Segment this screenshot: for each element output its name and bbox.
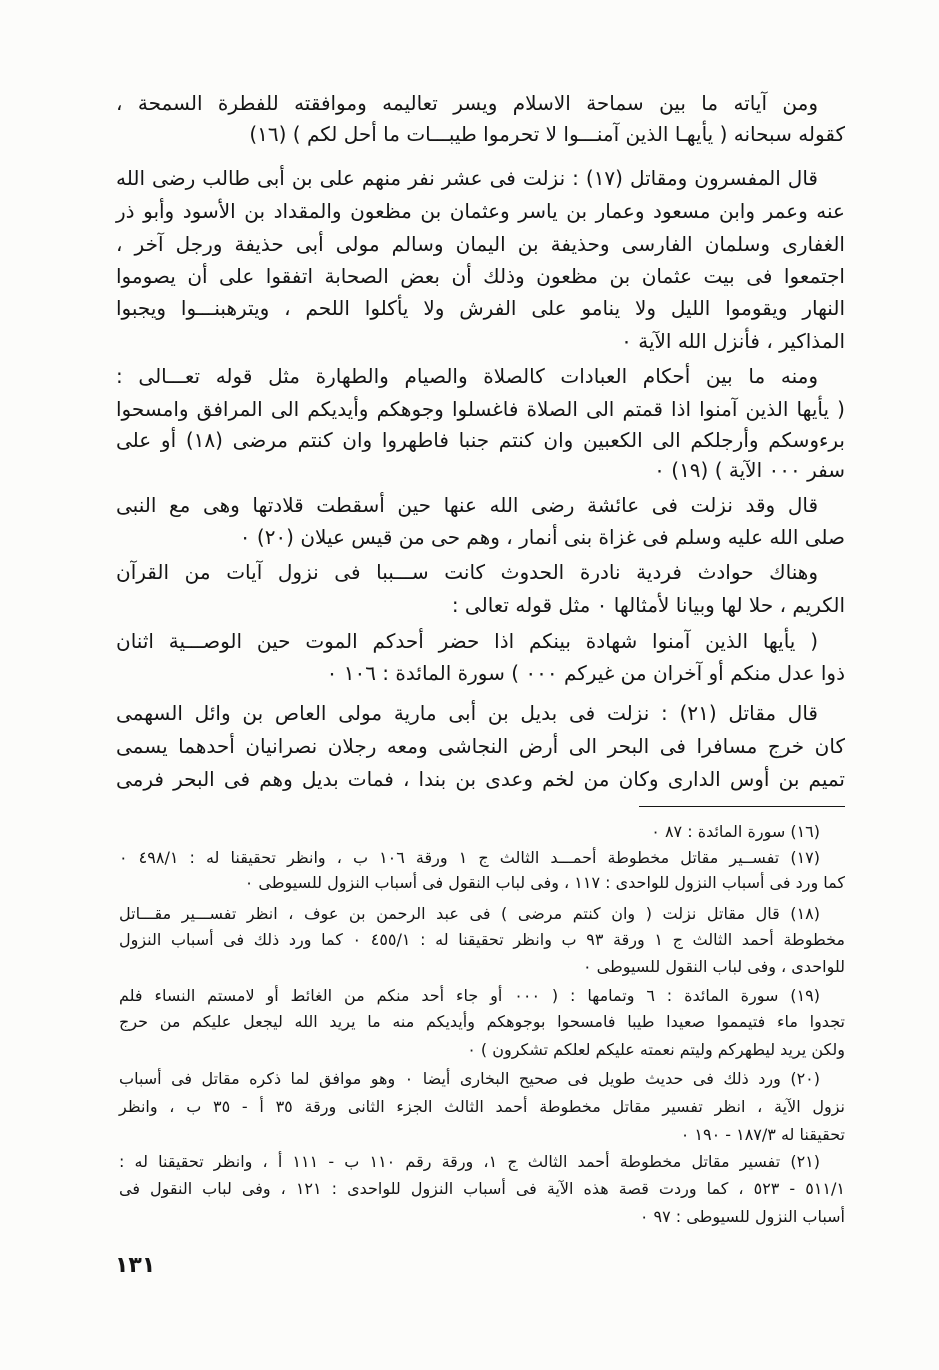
footnote-line: [118, 1094, 845, 1120]
body-text-line: [115, 488, 818, 522]
line-text: كان خرج مسافرا فى البحر الى أرض النجاشى ومعه رجلان نصرانيان أحدهما يسمى: [116, 734, 845, 758]
line-text: ( يأيها الذين آمنوا شهادة بينكم اذا حضر أحدكم الموت حين الوصـــية اثنان: [116, 629, 818, 653]
line-text: ولكن يريد ليطهركم وليتم نعمته عليكم لعلكم تشكرون ) ٠: [467, 1040, 845, 1059]
line-text: عنه وعمر وابن مسعود وعمار بن ياسر وعثمان بن مظعون والمقداد بن الأسود وأبو ذر: [116, 199, 845, 223]
line-text: سفر ٠٠٠ الآية ) (١٩) ٠: [654, 458, 845, 482]
footnote-line: [118, 1204, 845, 1230]
line-text: ذوا عدل منكم أو آخران من غيركم ٠٠٠ ) سورة المائدة : ١٠٦ ٠: [326, 661, 845, 685]
page-number: ١٣١: [115, 1253, 156, 1278]
body-text-line: [115, 392, 845, 426]
body-text-line: [115, 423, 845, 457]
footnote-line: [118, 954, 845, 980]
footnote-line: [118, 1176, 845, 1202]
body-text-line: [115, 624, 818, 658]
line-text: (١٩) سورة المائدة : ٦ وتمامها : ( ٠٠٠ أو جاء أحد منكم من الغائط أو لامستم النساء فلم: [118, 986, 820, 1005]
body-text-line: [115, 555, 818, 589]
line-text: (٢١) تفسير مقاتل مخطوطة أحمد الثالث ج ١، ورقة رقم ١١٠ ب - ١١١ أ ، وانظر تحقيقنا له :: [119, 1152, 820, 1171]
body-text-line: [115, 588, 845, 622]
line-text: اجتمعوا فى بيت عثمان بن مظعون وذلك أن بعض الصحابة اتفقوا على أن يصوموا: [116, 264, 845, 288]
line-text: وهناك حوادث فردية نادرة الحدوث كانت ســـببا فى نزول آيات من القرآن: [116, 560, 818, 584]
body-text-line: [115, 762, 845, 796]
body-text-line: [115, 359, 818, 393]
line-text: ( يأيها الذين آمنوا اذا قمتم الى الصلاة فاغسلوا وجوهكم وأيديكم الى المرافق وامسحوا: [116, 397, 845, 421]
line-text: ٥١١/١ - ٥٢٣ ، كما وردت قصة هذه الآية فى أسباب النزول للواحدى : ١٢١ ، وفى لباب النقول فى: [118, 1179, 845, 1198]
footnote-line: [118, 1009, 845, 1035]
footnote-line: [118, 1066, 820, 1092]
line-text: (٢٠) ورد ذلك فى حديث طويل فى صحيح البخارى أيضا ٠ وهو موافق لما ذكره مقاتل فى أسباب: [119, 1069, 820, 1088]
footnote-line: [118, 1037, 845, 1063]
line-text: للواحدى ، وفى لباب النقول للسيوطى ٠: [582, 957, 845, 976]
body-text-line: [115, 161, 818, 195]
line-text: تحقيقنا له ١٨٧/٣ - ١٩٠ ٠: [680, 1125, 845, 1144]
footnote-line: [118, 1122, 845, 1148]
line-text: صلى الله عليه وسلم فى غزاة بنى أنمار ، وهم حى من قيس عيلان (٢٠) ٠: [239, 525, 845, 549]
body-text-line: [115, 117, 845, 151]
line-text: (١٨) قال مقاتل نزلت ( وان كنتم مرضى ) فى عبد الرحمن بن عوف ، انظر تفســـير مقـــاتل: [119, 904, 820, 923]
footnote-line: [118, 983, 820, 1009]
footnote-line: [118, 870, 845, 896]
body-text-line: [115, 259, 845, 293]
line-text: الكريم ، حلا لها وبيانا لأمثالها ٠ مثل قوله تعالى :: [451, 593, 845, 617]
line-text: أسباب النزول للسيوطى : ٩٧ ٠: [639, 1207, 845, 1226]
body-text-line: [115, 520, 845, 554]
body-text-line: [115, 227, 845, 261]
line-text: برءوسكم وأرجلكم الى الكعبين وان كنتم جنبا فاطهروا وان كنتم مرضى (١٨) أو على: [116, 428, 845, 452]
line-text: المذاكير ، فأنزل الله الآية ٠: [621, 329, 845, 353]
line-text: الغفارى وسلمان الفارسى وحذيفة بن اليمان وسالم مولى أبى حذيفة ورجل آخر ،: [116, 232, 845, 256]
line-text: قال وقد نزلت فى عائشة رضى الله عنها حين أسقطت قلادتها وهى مع النبى: [116, 493, 818, 517]
line-text: ومنه ما بين أحكام العبادات كالصلاة والصيام والطهارة مثل قوله تعـــالى :: [116, 364, 818, 388]
body-text-line: [115, 696, 818, 730]
body-text-line: [115, 453, 845, 487]
footnote-line: [118, 901, 820, 927]
line-text: كقوله سبحانه ( يأيهـا الذين آمنـــوا لا تحرموا طيبـــات ما أحل لكم ) (١٦): [249, 122, 845, 146]
body-text-line: [115, 324, 845, 358]
footnote-separator: [639, 806, 845, 807]
line-text: النهار ويقوموا الليل ولا ينامو على الفرش ولا يأكلوا اللحم ، ويترهبنـــوا ويجبوا: [116, 296, 845, 320]
footnote-line: [118, 845, 820, 871]
line-text: مخطوطة أحمد الثالث ج ١ ورقة ٩٣ ب وانظر تحقيقنا له : ٤٥٥/١ ٠ كما ورد ذلك فى أسباب النزول: [118, 930, 845, 949]
line-text: (١٦) سورة المائدة : ٨٧ ٠: [651, 822, 820, 841]
body-text-line: [115, 86, 818, 120]
line-text: قال المفسرون ومقاتل (١٧) : نزلت فى عشر نفر منهم على بن أبى طالب رضى الله: [116, 166, 818, 190]
line-text: قال مقاتل (٢١) : نزلت فى بديل بن أبى مارية مولى العاص بن وائل السهمى: [115, 701, 818, 725]
line-text: تميم بن أوس الدارى وكان من لخم وعدى بن بندا ، فمات بديل وهم فى البحر فرمى: [116, 767, 845, 791]
line-text: ومن آياته ما بين سماحة الاسلام ويسر تعاليمه وموافقته للفطرة السمحة ،: [116, 91, 818, 115]
line-text: تجدوا ماء فتيمموا صعيدا طيبا فامسحوا بوجوهكم وأيديكم منه ما يريد الله ليجعل عليكم من حرج: [119, 1012, 845, 1031]
line-text: كما ورد فى أسباب النزول للواحدى : ١١٧ ، وفى لباب النقول فى أسباب النزول للسيوطى ٠: [244, 873, 845, 892]
body-text-line: [115, 656, 845, 690]
footnote-line: [118, 819, 820, 845]
footnote-line: [118, 927, 845, 953]
body-text-line: [115, 291, 845, 325]
body-text-line: [115, 729, 845, 763]
line-text: نزول الآية ، انظر تفسير مقاتل مخطوطة أحمد الثالث الجزء الثانى ورقة ٣٥ أ - ٣٥ ب ، وانظر: [119, 1097, 845, 1116]
footnote-line: [118, 1149, 820, 1175]
body-text-line: [115, 194, 845, 228]
line-text: (١٧) تفســير مقاتل مخطوطة أحمـــد الثالث ج ١ ورقة ١٠٦ ب ، وانظر تحقيقنا له : ٤٩٨/١ ٠: [119, 848, 820, 867]
